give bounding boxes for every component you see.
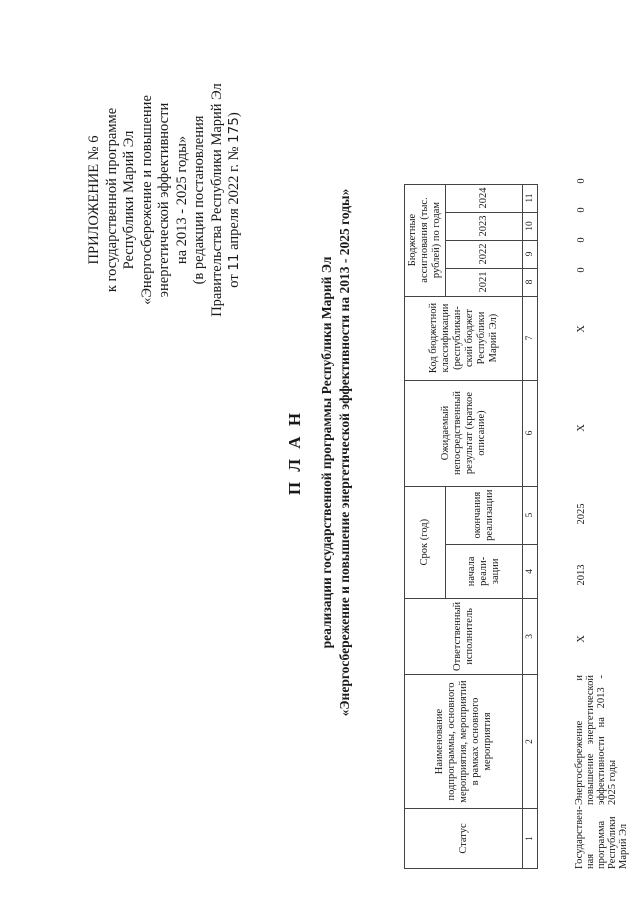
plan-table bbox=[404, 184, 538, 869]
date-month: апреля bbox=[226, 208, 242, 250]
date-number: 175 bbox=[226, 117, 242, 143]
header-budget: Бюджетные ассигнования (тыс. рублей) по годам bbox=[405, 184, 446, 296]
document-subtitle bbox=[318, 0, 354, 905]
date-year: 2022 г. № bbox=[226, 146, 242, 205]
appendix-line: Правительства Республики Марий Эл bbox=[208, 83, 225, 317]
header-name: Наименование подпрограммы, основного мероприятия, мероприятий в рамках основного мероприятия bbox=[405, 675, 523, 809]
row-value-2022: 0 bbox=[576, 237, 587, 243]
appendix-line: «Энергосбережение и повышение bbox=[138, 95, 155, 305]
header-status: Статус bbox=[405, 809, 523, 869]
appendix-line: (в редакции постановления bbox=[191, 115, 207, 285]
row-value-2023: 0 bbox=[576, 207, 587, 213]
date-prefix: от bbox=[226, 274, 242, 288]
column-number: 2 bbox=[523, 675, 538, 809]
row-code: X bbox=[576, 325, 587, 333]
row-result: X bbox=[576, 424, 587, 432]
column-number: 3 bbox=[523, 598, 538, 674]
row-start: 2013 bbox=[576, 564, 587, 586]
header-year: 2022 bbox=[446, 240, 523, 268]
appendix-line: на 2013 - 2025 годы» bbox=[173, 135, 190, 265]
row-value-2021: 0 bbox=[576, 267, 587, 273]
appendix-line: Республики Марий Эл bbox=[121, 130, 137, 270]
appendix-header bbox=[86, 35, 244, 365]
row-end: 2025 bbox=[576, 503, 587, 525]
header-start: начала реали-зации bbox=[446, 544, 523, 598]
header-year: 2021 bbox=[446, 268, 523, 296]
row-executor: X bbox=[576, 635, 587, 643]
row-status: Государствен-ная программа Республики Марий Эл bbox=[574, 806, 629, 869]
subtitle-line-1: реализации государственной программы Республики Марий Эл bbox=[319, 256, 334, 649]
row-value-2024: 0 bbox=[576, 178, 587, 184]
document-title: П Л А Н bbox=[285, 409, 304, 496]
column-number: 9 bbox=[523, 240, 538, 268]
appendix-date-line bbox=[226, 35, 244, 365]
date-day: 11 bbox=[226, 253, 242, 271]
column-number: 1 bbox=[523, 809, 538, 869]
header-year: 2024 bbox=[446, 184, 523, 212]
header-executor: Ответственный исполнитель bbox=[405, 598, 523, 674]
column-number: 10 bbox=[523, 212, 538, 240]
header-code: Код бюджетной классификации (республикан-ский бюджет Республики Марий Эл) bbox=[405, 296, 523, 380]
header-term: Срок (год) bbox=[405, 486, 446, 598]
appendix-line: ПРИЛОЖЕНИЕ № 6 bbox=[86, 135, 102, 265]
row-name: Энергосбережение и повышение энергетической эффективности на 2013 - 2025 годы bbox=[574, 675, 618, 805]
column-number: 6 bbox=[523, 380, 538, 486]
column-number: 8 bbox=[523, 268, 538, 296]
column-number: 5 bbox=[523, 486, 538, 544]
appendix-line: энергетической эффективности bbox=[156, 102, 172, 298]
date-suffix: ) bbox=[226, 112, 242, 118]
column-number: 7 bbox=[523, 296, 538, 380]
column-number: 4 bbox=[523, 544, 538, 598]
subtitle-line-2: «Энергосбережение и повышение энергетической эффективности на 2013 - 2025 годы» bbox=[337, 188, 352, 717]
header-result: Ожидаемый непосредственный результат (краткое описание) bbox=[405, 380, 523, 486]
header-end: окончания реализации bbox=[446, 486, 523, 544]
column-number: 11 bbox=[523, 184, 538, 212]
header-year: 2023 bbox=[446, 212, 523, 240]
appendix-line: к государственной программе bbox=[103, 107, 120, 293]
